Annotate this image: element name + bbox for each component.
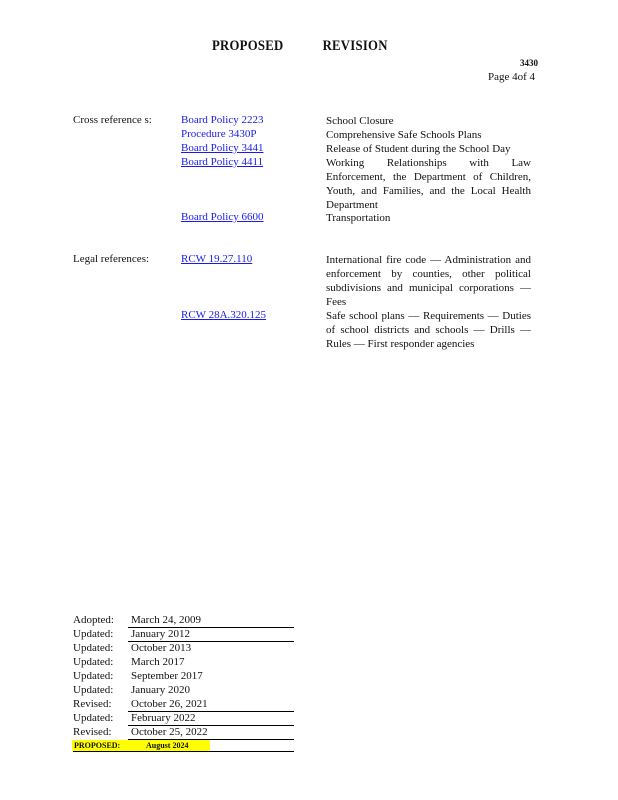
history-label: Updated: — [73, 684, 114, 696]
cross-ref-link-3430p[interactable]: Procedure 3430P — [181, 128, 257, 140]
history-label: Updated: — [73, 712, 114, 724]
policy-number: 3430 — [520, 58, 538, 68]
history-label: Updated: — [73, 670, 114, 682]
history-date: January 2012 — [131, 628, 190, 640]
history-label: Updated: — [73, 642, 114, 654]
cross-ref-desc-6600: Transportation — [326, 212, 391, 224]
legal-ref-desc-28a-320-125: Safe school plans — Requirements — Duties of school districts and schools — Drills — Rules — First responder agencies — [326, 310, 531, 350]
history-rule — [73, 751, 294, 752]
history-label: Revised: — [73, 726, 112, 738]
history-date: March 24, 2009 — [131, 614, 201, 626]
proposed-date: August 2024 — [146, 741, 189, 750]
cross-ref-link-4411[interactable]: Board Policy 4411 — [181, 156, 264, 168]
history-date: October 25, 2022 — [131, 726, 208, 738]
history-date: January 2020 — [131, 684, 190, 696]
history-label: Adopted: — [73, 614, 114, 626]
history-date: October 26, 2021 — [131, 698, 208, 710]
proposed-label: PROPOSED: — [74, 741, 121, 750]
title-word-revision: REVISION — [322, 38, 388, 54]
history-label: Updated: — [73, 628, 114, 640]
history-date: September 2017 — [131, 670, 203, 682]
history-date: February 2022 — [131, 712, 196, 724]
legal-references-label: Legal references: — [73, 253, 150, 265]
history-label: Revised: — [73, 698, 112, 710]
cross-ref-desc-3441: Release of Student during the School Day — [326, 143, 511, 155]
history-label: Updated: — [73, 656, 114, 668]
cross-ref-desc-4411: Working Relationships with Law Enforcement, the Department of Children, Youth, and Families, and the Local Health Department — [326, 157, 531, 211]
cross-ref-desc-2223: School Closure — [326, 115, 394, 127]
history-date: October 2013 — [131, 642, 192, 654]
legal-ref-link-19-27-110[interactable]: RCW 19.27.110 — [181, 253, 253, 265]
cross-reference-label: Cross reference s: — [73, 114, 152, 126]
legal-ref-desc-19-27-110: International fire code — Administration and enforcement by counties, other political subdivisions and municipal corporations — Fees — [326, 254, 531, 308]
cross-ref-link-2223[interactable]: Board Policy 2223 — [181, 114, 264, 126]
history-date: March 2017 — [131, 656, 185, 668]
cross-ref-desc-3430p: Comprehensive Safe Schools Plans — [326, 129, 482, 141]
document-title — [212, 38, 388, 55]
title-word-proposed: PROPOSED — [212, 38, 284, 54]
legal-ref-link-28a-320-125[interactable]: RCW 28A.320.125 — [181, 309, 267, 321]
cross-ref-link-3441[interactable]: Board Policy 3441 — [181, 142, 264, 154]
cross-ref-link-6600[interactable]: Board Policy 6600 — [181, 211, 264, 223]
page-number: Page 4of 4 — [488, 71, 536, 83]
